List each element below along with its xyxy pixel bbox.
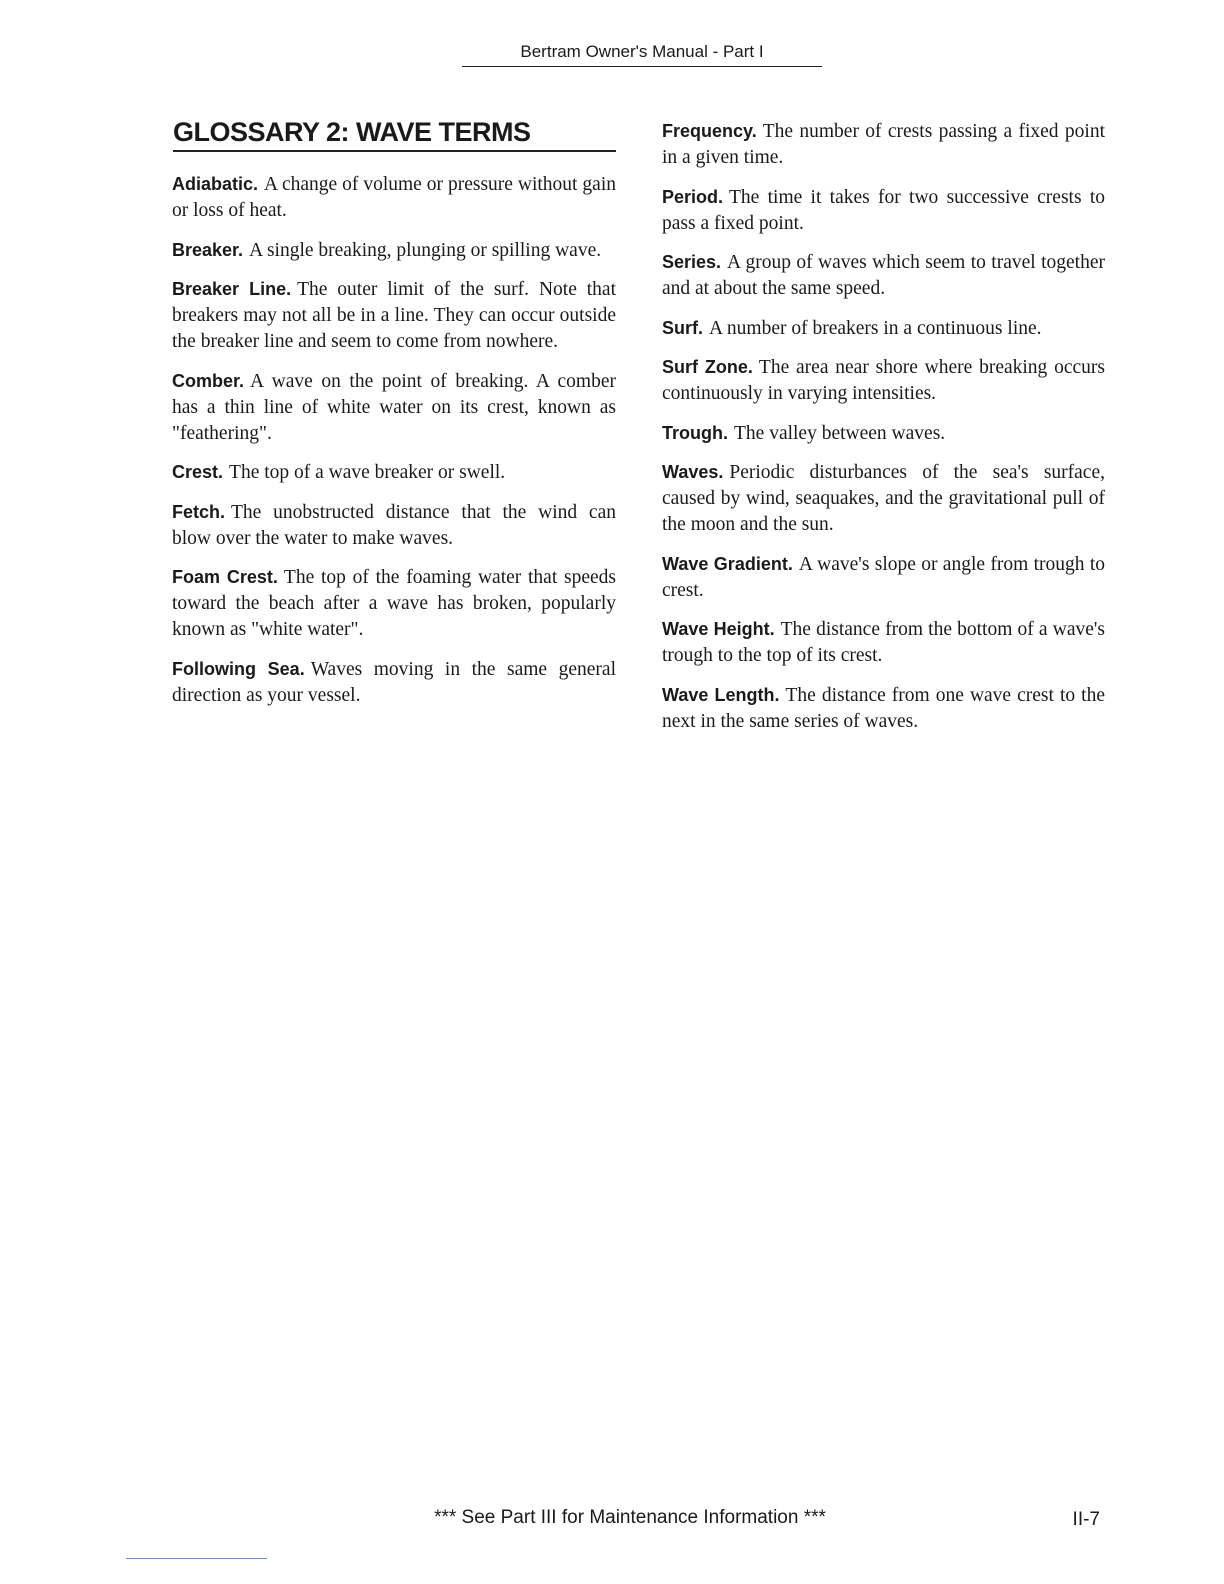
glossary-entry: [662, 616, 1105, 669]
glossary-term: Wave Gradient.: [662, 553, 793, 574]
glossary-term: Fetch.: [172, 501, 226, 522]
glossary-entry: [172, 368, 616, 447]
glossary-definition: A group of waves which seem to travel together and at about the same speed.: [662, 252, 1105, 299]
glossary-entry: [662, 459, 1105, 538]
glossary-definition: The time it takes for two successive crests to pass a fixed point.: [662, 186, 1105, 234]
glossary-term: Series.: [662, 252, 722, 272]
glossary-entry: [662, 249, 1105, 302]
glossary-entry: [172, 499, 616, 552]
glossary-definition: Waves moving in the same general direction as your vessel.: [172, 658, 617, 706]
glossary-entry: [172, 459, 616, 486]
glossary-term: Waves.: [662, 462, 724, 482]
glossary-definition: The top of the foaming water that speeds toward the beach after a wave has broken, popularly known as "white water".: [172, 567, 616, 640]
glossary-definition: The distance from one wave crest to the next in the same series of waves.: [662, 684, 1105, 732]
glossary-term: Adiabatic.: [172, 174, 259, 194]
glossary-definition: The distance from the bottom of a wave's trough to the top of its crest.: [662, 619, 1105, 666]
scan-edge-mark: [126, 1558, 267, 1559]
glossary-definition: A wave's slope or angle from trough to crest.: [662, 553, 1105, 601]
footer-note: *** See Part III for Maintenance Information ***: [434, 1507, 826, 1528]
page-title: GLOSSARY 2: WAVE TERMS: [173, 114, 616, 152]
glossary-term: Foam Crest.: [172, 567, 278, 587]
glossary-term: Trough.: [662, 422, 728, 443]
glossary-definition: The valley between waves.: [734, 422, 946, 444]
glossary-entry: [662, 315, 1105, 342]
glossary-definition: A wave on the point of breaking. A comber has a thin line of white water on its crest, known as "feathering".: [172, 370, 616, 444]
glossary-entry: [662, 420, 1105, 447]
glossary-term: Comber.: [172, 370, 245, 391]
running-header: Bertram Owner's Manual - Part I: [462, 40, 822, 67]
glossary-term: Period.: [662, 186, 724, 207]
glossary-definition: The top of a wave breaker or swell.: [229, 462, 506, 483]
glossary-definition: The area near shore where breaking occurs continuously in varying intensities.: [662, 357, 1105, 404]
glossary-entry: [172, 237, 616, 264]
glossary-column-left: [172, 171, 616, 721]
glossary-definition: A single breaking, plunging or spilling wave.: [249, 239, 602, 261]
glossary-term: Surf.: [662, 317, 704, 338]
glossary-definition: Periodic disturbances of the sea's surface, caused by wind, seaquakes, and the gravitational pull of the moon and the sun.: [662, 462, 1105, 535]
glossary-column-right: [662, 118, 1105, 747]
glossary-entry: [172, 564, 616, 643]
glossary-definition: The unobstructed distance that the wind can blow over the water to make waves.: [172, 501, 616, 549]
glossary-entry: [662, 551, 1105, 604]
glossary-term: Breaker Line.: [172, 279, 292, 299]
glossary-term: Wave Length.: [662, 684, 780, 705]
glossary-entry: [172, 656, 616, 709]
glossary-term: Surf Zone.: [662, 357, 753, 377]
glossary-term: Crest.: [172, 462, 224, 482]
glossary-entry: [662, 184, 1105, 237]
glossary-entry: [662, 118, 1105, 171]
glossary-entry: [662, 682, 1105, 735]
glossary-term: Breaker.: [172, 239, 244, 260]
glossary-definition: A change of volume or pressure without gain or loss of heat.: [172, 174, 616, 221]
glossary-definition: A number of breakers in a continuous line.: [709, 317, 1042, 339]
glossary-definition: The number of crests passing a fixed point in a given time.: [662, 121, 1105, 168]
glossary-term: Following Sea.: [172, 658, 305, 679]
glossary-definition: The outer limit of the surf. Note that breakers may not all be in a line. They can occur outside the breaker line and seem to come from nowhere.: [172, 279, 616, 352]
glossary-term: Frequency.: [662, 121, 757, 141]
page-number: II-7: [1072, 1509, 1100, 1530]
glossary-entry: [662, 354, 1105, 407]
glossary-entry: [172, 276, 616, 355]
glossary-term: Wave Height.: [662, 619, 775, 639]
glossary-entry: [172, 171, 616, 224]
